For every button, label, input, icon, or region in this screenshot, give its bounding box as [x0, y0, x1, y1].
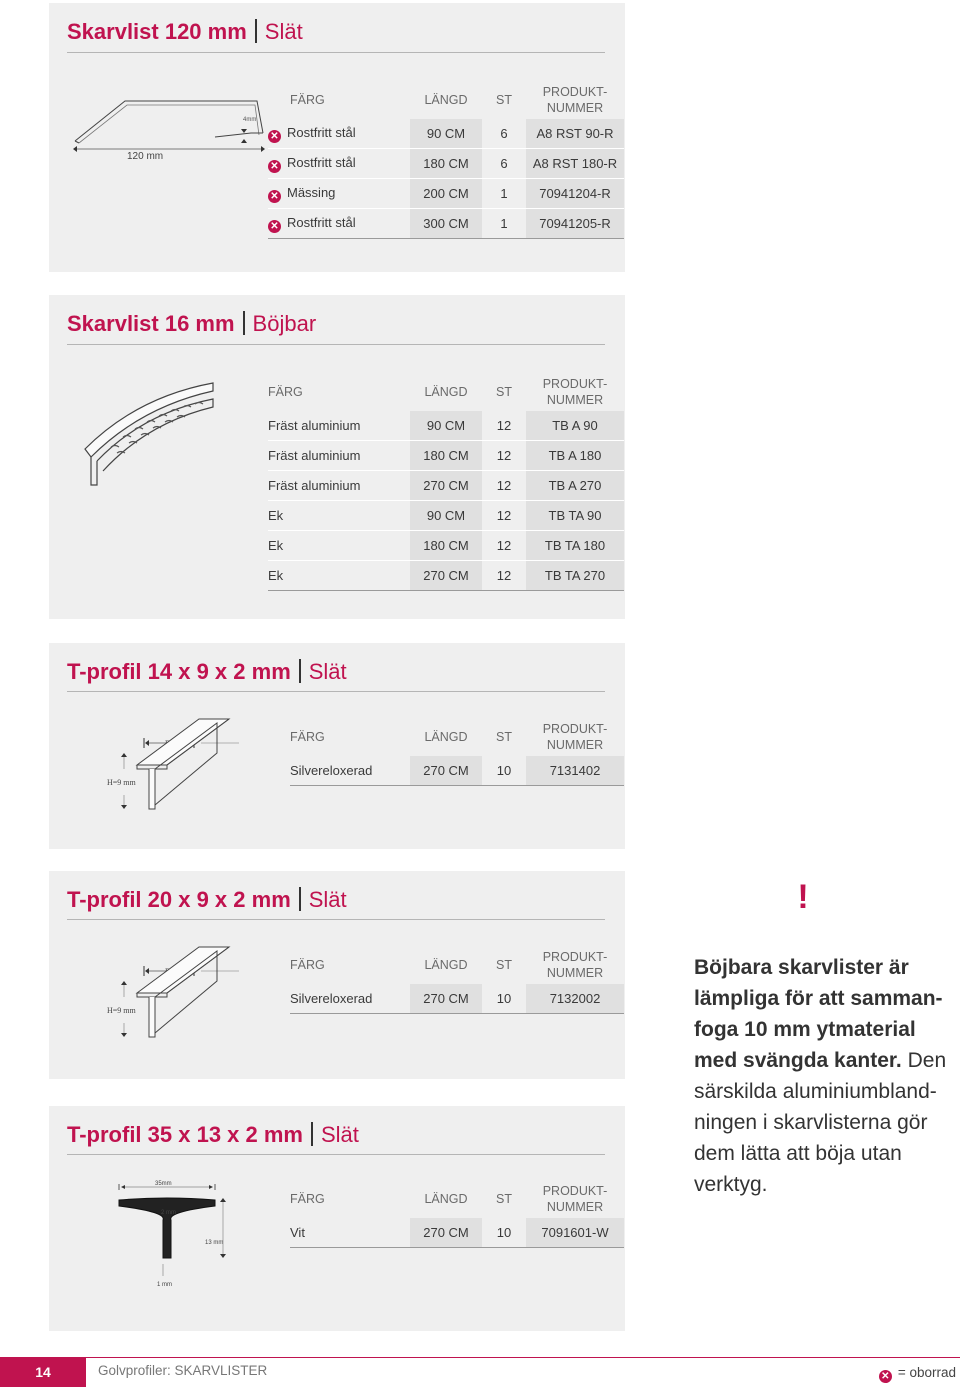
notice-normal: Den särskilda aluminiumbland-ningen i skarvlisterna gör dem lätta att böja utan verktyg.: [694, 1049, 947, 1196]
legend: [879, 1365, 956, 1383]
header-st: ST: [496, 385, 512, 399]
table-row: [268, 119, 624, 149]
header-st: ST: [496, 730, 512, 744]
product-table: [290, 1180, 624, 1248]
section-title: [67, 311, 316, 337]
footer-section-label: Golvprofiler: SKARVLISTER: [98, 1363, 268, 1378]
table-row: [268, 179, 624, 209]
cell-farg: Silvereloxerad: [290, 984, 410, 1014]
section-skarvlist-16: [49, 295, 625, 619]
title-main: Skarvlist 16 mm: [67, 311, 235, 336]
table-row: [268, 441, 624, 471]
legend-text: = oborrad: [897, 1365, 956, 1380]
title-sub: Slät: [308, 659, 347, 684]
svg-text:4mm: 4mm: [243, 117, 257, 123]
cell-langd: 270 CM: [410, 756, 482, 786]
cell-st: 12: [482, 531, 526, 561]
cell-st: 10: [482, 984, 526, 1014]
product-table: [290, 718, 624, 786]
cell-nr: 70941205-R: [526, 209, 624, 239]
cell-farg: Fräst aluminium: [268, 471, 410, 501]
table-row: [268, 149, 624, 179]
header-langd: LÄNGD: [424, 385, 468, 399]
section-title: [67, 1122, 359, 1148]
cell-langd: 180 CM: [410, 531, 482, 561]
table-row: [268, 561, 624, 591]
svg-text:1 mm: 1 mm: [157, 1282, 172, 1288]
header-st: ST: [496, 1192, 512, 1206]
unpainted-icon: ✕: [879, 1370, 892, 1383]
cell-nr: TB A 90: [526, 411, 624, 441]
title-sub: Slät: [308, 887, 347, 912]
dimension-label: 120 mm: [127, 151, 164, 162]
tprofile-illustration: [105, 1176, 265, 1296]
table-row: [290, 984, 624, 1014]
cell-langd: 180 CM: [410, 441, 482, 471]
cell-langd: 90 CM: [410, 501, 482, 531]
unpainted-icon: ✕: [268, 190, 281, 203]
header-langd: LÄNGD: [424, 1192, 468, 1206]
cell-nr: A8 RST 90-R: [526, 119, 624, 149]
table-row: [268, 209, 624, 239]
unpainted-icon: ✕: [268, 160, 281, 173]
header-produktnummer: PRODUKT- NUMMER: [542, 950, 608, 980]
cell-langd: 270 CM: [410, 984, 482, 1014]
cell-nr: TB TA 270: [526, 561, 624, 591]
unpainted-icon: ✕: [268, 130, 281, 143]
cell-nr: 7131402: [526, 756, 624, 786]
cell-farg: Fräst aluminium: [268, 411, 410, 441]
title-sub: Slät: [320, 1122, 359, 1147]
profile-illustration: [65, 93, 275, 173]
section-title: [67, 19, 303, 45]
header-farg: FÄRG: [290, 93, 325, 107]
cell-langd: 90 CM: [410, 411, 482, 441]
section-title: [67, 887, 347, 913]
cell-nr: TB TA 90: [526, 501, 624, 531]
cell-st: 10: [482, 1218, 526, 1248]
cell-st: 1: [482, 209, 526, 239]
header-farg: FÄRG: [268, 385, 303, 399]
cell-st: 12: [482, 471, 526, 501]
section-tprofil-35: [49, 1106, 625, 1331]
svg-text:13 mm: 13 mm: [205, 1240, 224, 1246]
cell-farg: Mässing: [287, 184, 336, 200]
notice-text: [694, 952, 960, 1200]
cell-st: 6: [482, 149, 526, 179]
header-produktnummer: PRODUKT- NUMMER: [542, 1184, 608, 1214]
header-langd: LÄNGD: [424, 730, 468, 744]
cell-farg: Ek: [268, 561, 410, 591]
section-skarvlist-120: [49, 3, 625, 272]
cell-farg: Rostfritt stål: [287, 124, 356, 140]
svg-text:35mm: 35mm: [155, 1181, 172, 1187]
title-main: T-profil 20 x 9 x 2 mm: [67, 887, 291, 912]
header-farg: FÄRG: [290, 1192, 325, 1206]
cell-st: 12: [482, 561, 526, 591]
cell-st: 1: [482, 179, 526, 209]
cell-nr: 7132002: [526, 984, 624, 1014]
unpainted-icon: ✕: [268, 220, 281, 233]
section-title: [67, 659, 347, 685]
product-table: [268, 373, 624, 591]
cell-farg: Ek: [268, 501, 410, 531]
cell-nr: TB TA 180: [526, 531, 624, 561]
cell-farg: Rostfritt stål: [287, 154, 356, 170]
header-st: ST: [496, 958, 512, 972]
footer-rule: [0, 1357, 960, 1358]
cell-nr: 7091601-W: [526, 1218, 624, 1248]
header-farg: FÄRG: [290, 958, 325, 972]
cell-langd: 270 CM: [410, 471, 482, 501]
title-main: T-profil 14 x 9 x 2 mm: [67, 659, 291, 684]
cell-st: 10: [482, 756, 526, 786]
cell-nr: TB A 270: [526, 471, 624, 501]
title-main: Skarvlist 120 mm: [67, 19, 247, 44]
cell-st: 12: [482, 441, 526, 471]
cell-st: 12: [482, 501, 526, 531]
notice-bold: Böjbara skarvlister är lämpliga för att samman-foga 10 mm ytmaterial med svängda kanter.: [694, 956, 943, 1072]
header-langd: LÄNGD: [424, 93, 468, 107]
svg-text:!: !: [797, 878, 809, 914]
cell-farg: Silvereloxerad: [290, 756, 410, 786]
cell-farg: Rostfritt stål: [287, 214, 356, 230]
cell-nr: A8 RST 180-R: [526, 149, 624, 179]
cell-langd: 90 CM: [410, 119, 482, 149]
cell-nr: 70941204-R: [526, 179, 624, 209]
cell-farg: Vit: [290, 1218, 410, 1248]
title-sub: Böjbar: [252, 311, 317, 336]
header-st: ST: [496, 93, 512, 107]
title-main: T-profil 35 x 13 x 2 mm: [67, 1122, 303, 1147]
table-row: [268, 501, 624, 531]
table-row: [290, 1218, 624, 1248]
tprofile-illustration: [89, 713, 249, 823]
svg-text:H=9 mm: H=9 mm: [107, 1006, 136, 1015]
tprofile-illustration: [89, 941, 249, 1051]
svg-text:H=9 mm: H=9 mm: [107, 778, 136, 787]
cell-farg: Fräst aluminium: [268, 441, 410, 471]
header-produktnummer: PRODUKT- NUMMER: [542, 377, 608, 407]
cell-langd: 200 CM: [410, 179, 482, 209]
cell-langd: 300 CM: [410, 209, 482, 239]
page-number: 14: [35, 1364, 51, 1380]
cell-langd: 270 CM: [410, 561, 482, 591]
product-table: [290, 946, 624, 1014]
header-langd: LÄNGD: [424, 958, 468, 972]
cell-nr: TB A 180: [526, 441, 624, 471]
table-row: [268, 531, 624, 561]
cell-farg: Ek: [268, 531, 410, 561]
profile-illustration: [77, 377, 227, 497]
title-sub: Slät: [264, 19, 303, 44]
section-tprofil-14: [49, 643, 625, 849]
cell-st: 12: [482, 411, 526, 441]
cell-st: 6: [482, 119, 526, 149]
warning-icon: [782, 872, 824, 914]
header-produktnummer: PRODUKT- NUMMER: [542, 85, 608, 115]
svg-text:2 mm: 2 mm: [161, 1210, 176, 1216]
cell-langd: 180 CM: [410, 149, 482, 179]
table-row: [268, 411, 624, 441]
header-farg: FÄRG: [290, 730, 325, 744]
product-table: [268, 81, 624, 239]
table-row: [268, 471, 624, 501]
section-tprofil-20: [49, 871, 625, 1079]
cell-langd: 270 CM: [410, 1218, 482, 1248]
table-row: [290, 756, 624, 786]
header-produktnummer: PRODUKT- NUMMER: [542, 722, 608, 752]
